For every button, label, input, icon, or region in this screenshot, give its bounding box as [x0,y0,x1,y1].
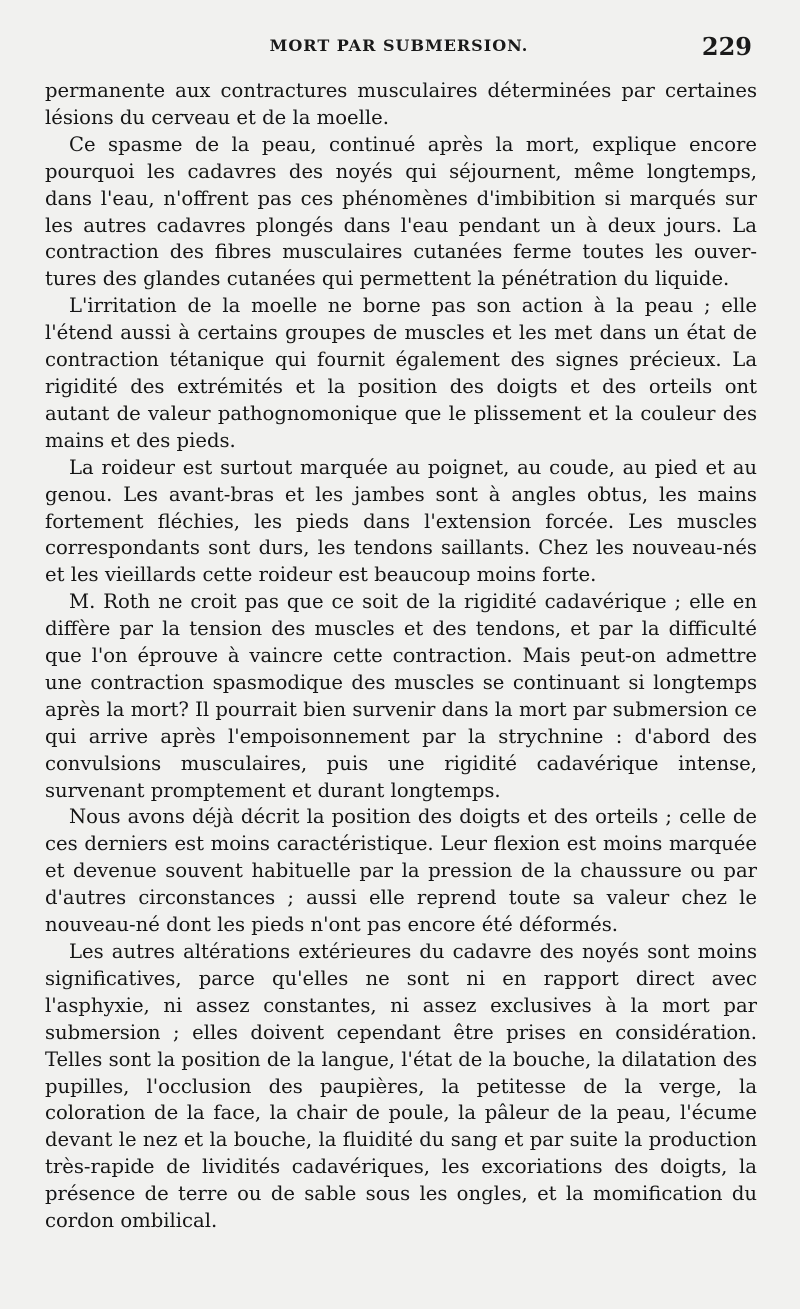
paragraph: Ce spasme de la peau, continué après la mort, explique encore pourquoi les cadavres des noyés qui séjournent, même longtemps, dans l'eau, n'offrent pas ces phénomènes d'imbibition si marqués sur les autres cadavres plongés dans l'eau pendant un à deux jours. La contraction des fibres musculaires cutanées ferme toutes les ouvertures des glandes cutanées qui permettent la pénétration du liquide. [45,132,757,291]
page-number: 229 [701,32,752,61]
paragraph: Nous avons déjà décrit la position des doigts et des orteils ; celle de ces derniers est moins caractéristique. Leur flexion est moins marquée et devenue souvent habituelle par la pression de la chaussure ou par d'autres circonstances ; aussi elle reprend toute sa valeur chez le nouveau-né dont les pieds n'ont pas encore été déformés. [45,805,757,937]
paragraph: Les autres altérations extérieures du cadavre des noyés sont moins significatives, parce qu'elles ne sont ni en rapport direct avec l'asphyxie, ni assez constantes, ni assez exclusives à la mort par submersion ; elles doivent cependant être prises en considération. Telles sont la position de la langue, l'état de la bouche, la dilatation des pupilles, l'occlusion des paupières, la petitesse de la verge, la coloration de la face, la chair de poule, la pâleur de la peau, l'écume devant le nez et la bouche, la fluidité du sang et par suite la production très-rapide de lividités cadavériques, les excoriations des doigts, la présence de terre ou de sable sous les ongles, et la momification du cordon ombilical. [45,940,757,1233]
paragraph-continuation: permanente aux contractures musculaires déterminées par certaines lésions du cerveau et de la moelle. [45,79,757,129]
paragraph: L'irritation de la moelle ne borne pas son action à la peau ; elle l'étend aussi à certains groupes de muscles et les met dans un état de contraction tétanique qui fournit également des signes précieux. La rigidité des extrémités et la position des doigts et des orteils ont autant de valeur pathognomonique que le plissement et la couleur des mains et des pieds. [45,294,757,452]
paragraph: La roideur est surtout marquée au poignet, au coude, au pied et au genou. Les avant-bras et les jambes sont à angles obtus, les mains fortement fléchies, les pieds dans l'extension forcée. Les muscles correspondants sont durs, les tendons saillants. Chez les nouveau-nés et les vieillards cette roideur est beaucoup moins forte. [45,455,757,587]
running-title: MORT PAR SUBMERSION. [269,36,529,55]
paragraph: M. Roth ne croit pas que ce soit de la rigidité cadavérique ; elle en diffère par la tension des muscles et des tendons, et par la difficulté que l'on éprouve à vaincre cette contraction. Mais peut-on admettre une contraction spasmodique des muscles se continuant si longtemps après la mort? Il pourrait bien survenir dans la mort par submersion ce qui arrive après l'empoisonnement par la strychnine : d'abord des convulsions musculaires, puis une rigidité cadavérique intense, survenant promptement et durant longtemps. [45,590,757,802]
page-header [44,32,754,66]
body-text [45,78,757,1235]
